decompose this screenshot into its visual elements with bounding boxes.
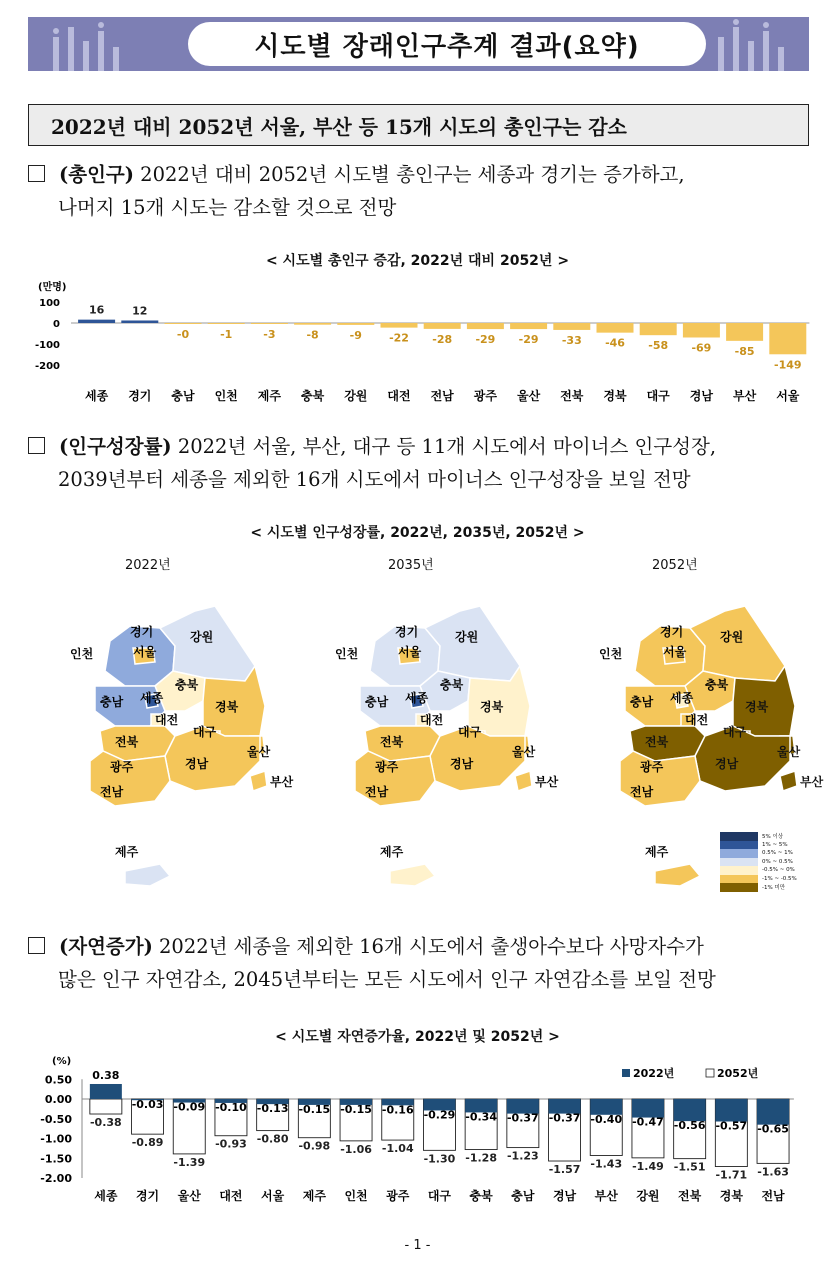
- page-title: 시도별 장래인구추계 결과(요약): [188, 22, 706, 66]
- map-2035: [320, 586, 560, 896]
- data-label-2022: -0.09: [173, 1100, 206, 1114]
- y-tick-label: -2.00: [40, 1172, 72, 1185]
- y-axis-label: (만명): [38, 282, 67, 293]
- bar: [683, 323, 720, 337]
- region-label: 세종: [670, 691, 694, 705]
- y-tick-label: 0.50: [44, 1073, 72, 1087]
- population-change-chart: [30, 280, 820, 410]
- data-label-2022: -0.57: [715, 1119, 748, 1133]
- category-label: 대구: [646, 389, 670, 403]
- region-label: 세종: [405, 691, 429, 705]
- data-label-2022: -0.15: [340, 1102, 372, 1116]
- region-label: 서울: [398, 645, 422, 659]
- region-busan: [780, 771, 797, 791]
- section-natural-increase: (자연증가) 2022년 세종을 제외한 16개 시도에서 출생아수보다 사망자수가 많은 인구 자연감소, 2045년부터는 모든 시도에서 인구 자연감소를 보일 전망: [28, 930, 716, 996]
- bar: [726, 323, 763, 341]
- decorative-bars-icon: [38, 17, 158, 71]
- data-label-2022: -0.37: [548, 1111, 581, 1125]
- data-label: 12: [132, 304, 148, 318]
- y-tick-label: -100: [34, 340, 60, 351]
- data-label-2022: -0.34: [465, 1110, 498, 1124]
- page-number: - 1 -: [404, 1238, 431, 1253]
- category-label: 대구: [427, 1189, 452, 1203]
- region-label: 경기: [660, 625, 684, 639]
- bar: [294, 323, 331, 325]
- data-label: -33: [561, 333, 582, 347]
- category-label: 경북: [719, 1189, 743, 1203]
- bar-2022: [715, 1099, 747, 1122]
- category-label: 인천: [344, 1189, 368, 1203]
- data-label-2052: -0.93: [215, 1137, 247, 1151]
- bar: [769, 323, 806, 354]
- region-label: 제주: [115, 845, 139, 859]
- data-label-2052: -1.06: [340, 1142, 372, 1156]
- category-label: 광주: [386, 1189, 410, 1203]
- y-tick-label: 100: [39, 298, 60, 309]
- region-busan: [515, 771, 532, 791]
- map-year-2035: 2035년: [388, 558, 434, 573]
- category-label: 충남: [511, 1189, 535, 1203]
- category-label: 충남: [171, 389, 195, 403]
- data-label-2022: -0.10: [215, 1100, 247, 1114]
- region-label: 서울: [133, 645, 157, 659]
- chart2-title: < 시도별 자연증가율, 2022년 및 2052년 >: [275, 1029, 560, 1045]
- legend-swatch: [720, 841, 758, 850]
- y-tick-label: -1.00: [40, 1132, 72, 1146]
- map-legend: 5% 이상 1% ~ 5% 0.5% ~ 1% 0% ~ 0.5% -0.5% ~ 0% -1% ~ -0.5% -1% 미만: [720, 832, 797, 892]
- bar: [165, 323, 202, 324]
- category-label: 세종: [94, 1189, 118, 1203]
- region-label: 경북: [480, 700, 504, 714]
- region-label: 강원: [190, 630, 214, 644]
- region-label: 울산: [512, 745, 536, 759]
- data-label-2022: -0.40: [590, 1112, 623, 1126]
- bar: [337, 323, 374, 325]
- region-jeju: [390, 864, 435, 886]
- region-label: 경남: [450, 757, 474, 771]
- region-jeju: [655, 864, 700, 886]
- data-label: -9: [349, 328, 362, 342]
- category-label: 경기: [135, 1189, 160, 1203]
- header-banner: [28, 17, 809, 71]
- data-label-2052: -1.51: [673, 1160, 706, 1174]
- legend-swatch-2052: [706, 1069, 714, 1077]
- region-label: 광주: [375, 760, 399, 774]
- y-tick-label: -200: [34, 361, 60, 372]
- data-label-2022: -0.29: [423, 1108, 456, 1122]
- maps-title: < 시도별 인구성장률, 2022년, 2035년, 2052년 >: [250, 525, 585, 541]
- category-label: 전남: [761, 1189, 785, 1203]
- data-label: -69: [691, 341, 712, 355]
- category-label: 대전: [219, 1189, 243, 1203]
- data-label-2022: -0.56: [673, 1119, 706, 1133]
- category-label: 충북: [301, 389, 325, 403]
- region-label: 경북: [745, 700, 769, 714]
- region-label: 경기: [395, 625, 419, 639]
- data-label-2052: -1.30: [423, 1152, 456, 1166]
- region-label: 경기: [130, 625, 154, 639]
- data-label-2052: -0.89: [131, 1136, 164, 1150]
- bar-2052: [90, 1099, 122, 1114]
- category-label: 부산: [733, 389, 757, 403]
- bar: [208, 323, 245, 324]
- y-axis-label: (%): [52, 1056, 72, 1067]
- y-tick-label: -0.50: [40, 1112, 72, 1126]
- region-label-incheon: 인천: [599, 647, 623, 661]
- category-label: 전남: [430, 389, 454, 403]
- data-label: -46: [605, 336, 625, 350]
- region-label: 경북: [215, 700, 239, 714]
- category-label: 제주: [257, 389, 281, 403]
- data-label: -149: [774, 358, 802, 372]
- bar: [78, 320, 115, 323]
- category-label: 경기: [128, 389, 152, 403]
- data-label-2052: -1.28: [465, 1151, 498, 1165]
- category-label: 울산: [517, 389, 541, 403]
- chart1-title: < 시도별 총인구 증감, 2022년 대비 2052년 >: [265, 253, 570, 269]
- region-label: 대전: [685, 713, 709, 727]
- data-label-2022: 0.38: [92, 1068, 120, 1082]
- bar: [251, 323, 288, 324]
- bar: [640, 323, 677, 335]
- category-label: 강원: [636, 1189, 660, 1203]
- region-label: 광주: [640, 760, 664, 774]
- region-label: 울산: [247, 745, 271, 759]
- checkbox-icon: [28, 165, 45, 182]
- checkbox-icon: [28, 937, 45, 954]
- data-label-2052: -1.57: [548, 1163, 581, 1177]
- y-tick-label: 0: [53, 319, 60, 330]
- category-label: 세종: [85, 389, 109, 403]
- category-label: 충북: [469, 1189, 493, 1203]
- region-label: 충북: [705, 678, 729, 692]
- region-label: 충북: [175, 678, 199, 692]
- region-label: 대구: [193, 725, 217, 739]
- region-label: 부산: [800, 775, 824, 789]
- region-label: 전북: [380, 735, 404, 749]
- category-label: 울산: [177, 1189, 201, 1203]
- region-label: 경남: [715, 757, 739, 771]
- data-label: -0: [176, 328, 190, 341]
- data-label: -1: [220, 328, 233, 341]
- data-label: -85: [734, 344, 755, 358]
- region-label: 대전: [420, 713, 444, 727]
- region-label: 대전: [155, 713, 179, 727]
- bar-2022: [757, 1099, 789, 1125]
- bar: [467, 323, 504, 329]
- region-label: 충북: [440, 678, 464, 692]
- category-label: 제주: [302, 1189, 326, 1203]
- data-label-2052: -1.63: [757, 1165, 789, 1179]
- data-label-2052: -1.43: [590, 1157, 623, 1171]
- legend-swatch-2022: [622, 1069, 630, 1077]
- section-growth-rate: (인구성장률) 2022년 서울, 부산, 대구 등 11개 시도에서 마이너스 인구성장, 2039년부터 세종을 제외한 16개 시도에서 마이너스 인구성장을 보일 전망: [28, 430, 716, 496]
- data-label-2052: -0.98: [298, 1139, 331, 1153]
- region-label: 대구: [458, 725, 482, 739]
- legend-swatch: [720, 832, 758, 841]
- section-total-population: (총인구) 2022년 대비 2052년 시도별 총인구는 세종과 경기는 증가하고, 나머지 15개 시도는 감소할 것으로 전망: [28, 158, 685, 224]
- region-label: 경남: [185, 757, 209, 771]
- region-label: 강원: [455, 630, 479, 644]
- bar: [597, 323, 634, 333]
- region-label: 충남: [630, 695, 654, 709]
- legend-swatch: [720, 875, 758, 884]
- data-label-2052: -1.23: [506, 1149, 539, 1163]
- data-label-2052: -0.38: [89, 1116, 122, 1130]
- region-label: 전북: [645, 735, 669, 749]
- category-label: 부산: [594, 1189, 618, 1203]
- legend-swatch: [720, 883, 758, 892]
- data-label-2022: -0.16: [381, 1103, 414, 1117]
- data-label: -29: [475, 333, 496, 347]
- bar: [510, 323, 547, 329]
- legend-swatch: [720, 849, 758, 858]
- checkbox-icon: [28, 437, 45, 454]
- data-label: -29: [518, 333, 539, 347]
- data-label-2052: -1.04: [381, 1142, 414, 1156]
- region-jeju: [125, 864, 170, 886]
- map-year-2022: 2022년: [125, 558, 171, 573]
- category-label: 서울: [776, 389, 800, 403]
- region-label: 충남: [365, 695, 389, 709]
- region-label: 전남: [365, 785, 389, 799]
- category-label: 서울: [261, 1189, 285, 1203]
- region-label: 세종: [140, 691, 164, 705]
- category-label: 경북: [603, 389, 627, 403]
- region-label-incheon: 인천: [70, 647, 94, 661]
- data-label-2022: -0.13: [256, 1102, 289, 1116]
- bar: [381, 323, 418, 328]
- data-label: -28: [432, 332, 453, 346]
- bar-2022: [674, 1099, 706, 1121]
- data-label-2022: -0.03: [131, 1098, 164, 1112]
- data-label: -58: [648, 339, 669, 353]
- natural-increase-chart: [30, 1052, 820, 1212]
- region-label: 서울: [663, 645, 687, 659]
- bar: [553, 323, 590, 330]
- data-label: -8: [306, 328, 319, 342]
- map-year-2052: 2052년: [652, 558, 698, 573]
- data-label-2022: -0.37: [506, 1111, 539, 1125]
- region-label: 부산: [535, 775, 559, 789]
- category-label: 강원: [344, 389, 368, 403]
- data-label-2052: -0.80: [256, 1132, 289, 1146]
- region-label-incheon: 인천: [335, 647, 359, 661]
- bar: [121, 320, 158, 323]
- summary-box: 2022년 대비 2052년 서울, 부산 등 15개 시도의 총인구는 감소: [28, 104, 809, 146]
- data-label-2052: -1.71: [715, 1168, 748, 1182]
- data-label-2022: -0.47: [632, 1115, 664, 1129]
- data-label: -3: [263, 328, 276, 341]
- category-label: 인천: [214, 389, 238, 403]
- region-label: 대구: [723, 725, 747, 739]
- data-label-2052: -1.49: [632, 1159, 664, 1173]
- data-label-2022: -0.15: [298, 1102, 331, 1116]
- data-label: 16: [88, 303, 105, 317]
- category-label: 대전: [387, 389, 411, 403]
- data-label: -22: [389, 331, 409, 345]
- region-label: 강원: [720, 630, 744, 644]
- data-label-2052: -1.39: [173, 1155, 206, 1169]
- legend-swatch: [720, 858, 758, 867]
- region-label: 제주: [645, 845, 669, 859]
- category-label: 전북: [678, 1189, 702, 1203]
- y-tick-label: -1.50: [40, 1152, 72, 1166]
- region-label: 전남: [100, 785, 124, 799]
- legend-swatch: [720, 866, 758, 875]
- data-label-2022: -0.65: [757, 1122, 789, 1136]
- category-label: 경남: [552, 1189, 577, 1203]
- region-label: 부산: [270, 775, 294, 789]
- region-label: 충남: [100, 695, 124, 709]
- category-label: 경남: [689, 389, 713, 403]
- region-label: 전북: [115, 735, 139, 749]
- bar-2022: [90, 1084, 122, 1099]
- region-label: 제주: [380, 845, 404, 859]
- region-label: 전남: [630, 785, 654, 799]
- region-label: 광주: [110, 760, 134, 774]
- category-label: 전북: [560, 389, 584, 403]
- map-2022: [55, 586, 295, 896]
- region-label: 울산: [777, 745, 801, 759]
- legend-label-2022: 2022년: [633, 1067, 675, 1080]
- category-label: 광주: [473, 389, 497, 403]
- bar: [424, 323, 461, 329]
- legend-label-2052: 2052년: [717, 1067, 759, 1080]
- y-tick-label: 0.00: [44, 1093, 72, 1106]
- region-busan: [250, 771, 267, 791]
